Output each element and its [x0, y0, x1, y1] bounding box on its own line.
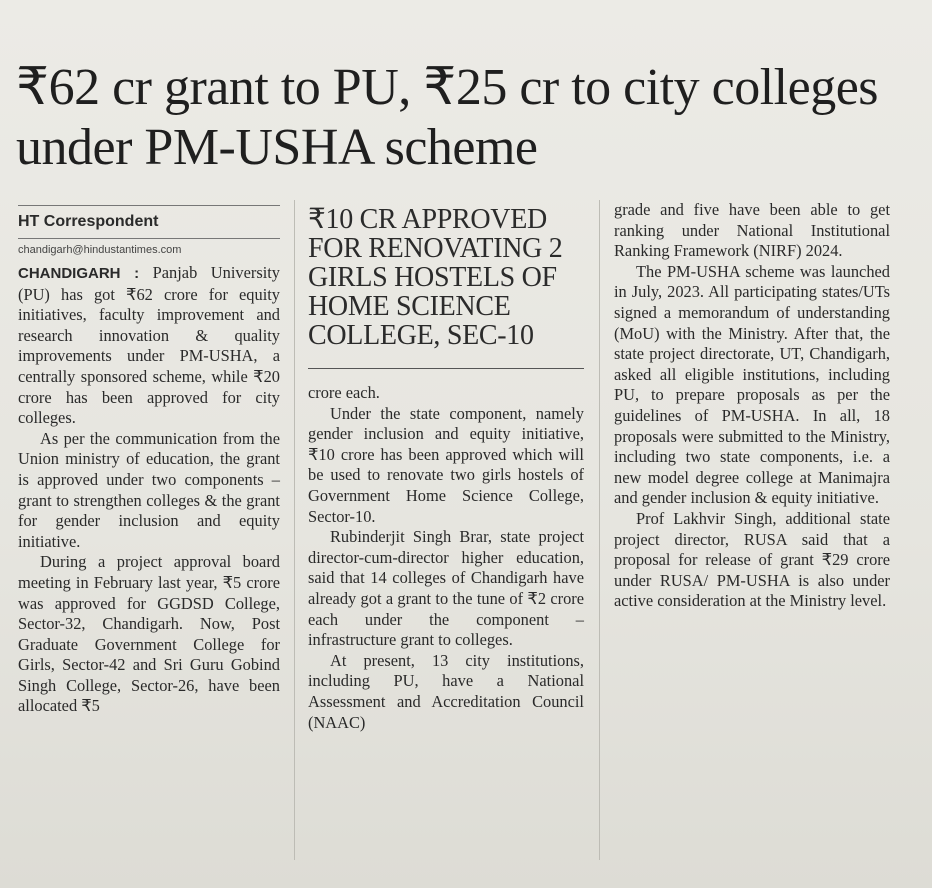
paragraph: Rubinderjit Singh Brar, state project director-cum-director higher education, said that 14 colleges of Chandigarh have already got a grant to the tune of ₹2 crore each under the component – infrastructure grant to colleges.	[308, 527, 584, 650]
paragraph: grade and five have been able to get ranking under National Institutional Ranking Framework (NIRF) 2024.	[614, 200, 890, 261]
paragraph: Under the state component, namely gender inclusion and equity initiative, ₹10 crore has been approved which will be used to renovate two girls hostels of Government Home Science College, Sector-10.	[308, 403, 584, 526]
byline-email: chandigarh@hindustantimes.com	[18, 238, 280, 257]
paragraph: The PM-USHA scheme was launched in July, 2023. All participating states/UTs signed a memorandum of understanding (MoU) with the Ministry. After that, the state project directorate, UT, Chandigarh, asked all eligible institutions, including PU, to prepare proposals as per the guidelines of PM-USHA. In all, 18 proposals were submitted to the Ministry, including two state components, i.e. a new model degree college at Manimajra and gender inclusion & equity initiative.	[614, 261, 890, 508]
column-divider	[294, 200, 295, 860]
column-divider	[599, 200, 600, 860]
dateline: CHANDIGARH :	[18, 265, 140, 282]
paragraph: During a project approval board meeting in February last year, ₹5 crore was approved for GGDSD College, Sector-32, Chandigarh. Now, Post Graduate Government College for Girls, Sector-42 and Sri Guru Gobind Singh College, Sector-26, have been allocated ₹5	[18, 552, 280, 716]
subheadline: ₹10 CR APPROVED FOR RENOVATING 2 GIRLS HOSTELS OF HOME SCIENCE COLLEGE, SEC-10	[308, 205, 584, 369]
paragraph	[18, 263, 280, 429]
byline: HT Correspondent	[18, 205, 280, 232]
column-2	[308, 205, 584, 733]
headline: ₹62 cr grant to PU, ₹25 cr to city colleges under PM-USHA scheme	[16, 59, 879, 176]
paragraph: crore each.	[308, 383, 380, 402]
paragraph: As per the communication from the Union ministry of education, the grant is approved under two components – grant to strengthen colleges & the grant for gender inclusion and equity initiative.	[18, 428, 280, 551]
column-1	[18, 205, 280, 717]
paragraph: At present, 13 city institutions, including PU, have a National Assessment and Accreditation Council (NAAC)	[308, 650, 584, 732]
paragraph: Prof Lakhvir Singh, additional state project director, RUSA said that a proposal for release of grant ₹29 crore under RUSA/ PM-USHA is also under active consideration at the Ministry level.	[614, 508, 890, 611]
column-3	[614, 200, 890, 612]
paragraph-text: Panjab University (PU) has got ₹62 crore for equity initiatives, faculty improvement and research innovation & quality improvements under PM-USHA, a centrally sponsored scheme, while ₹20 crore has been approved for city colleges.	[18, 263, 280, 428]
